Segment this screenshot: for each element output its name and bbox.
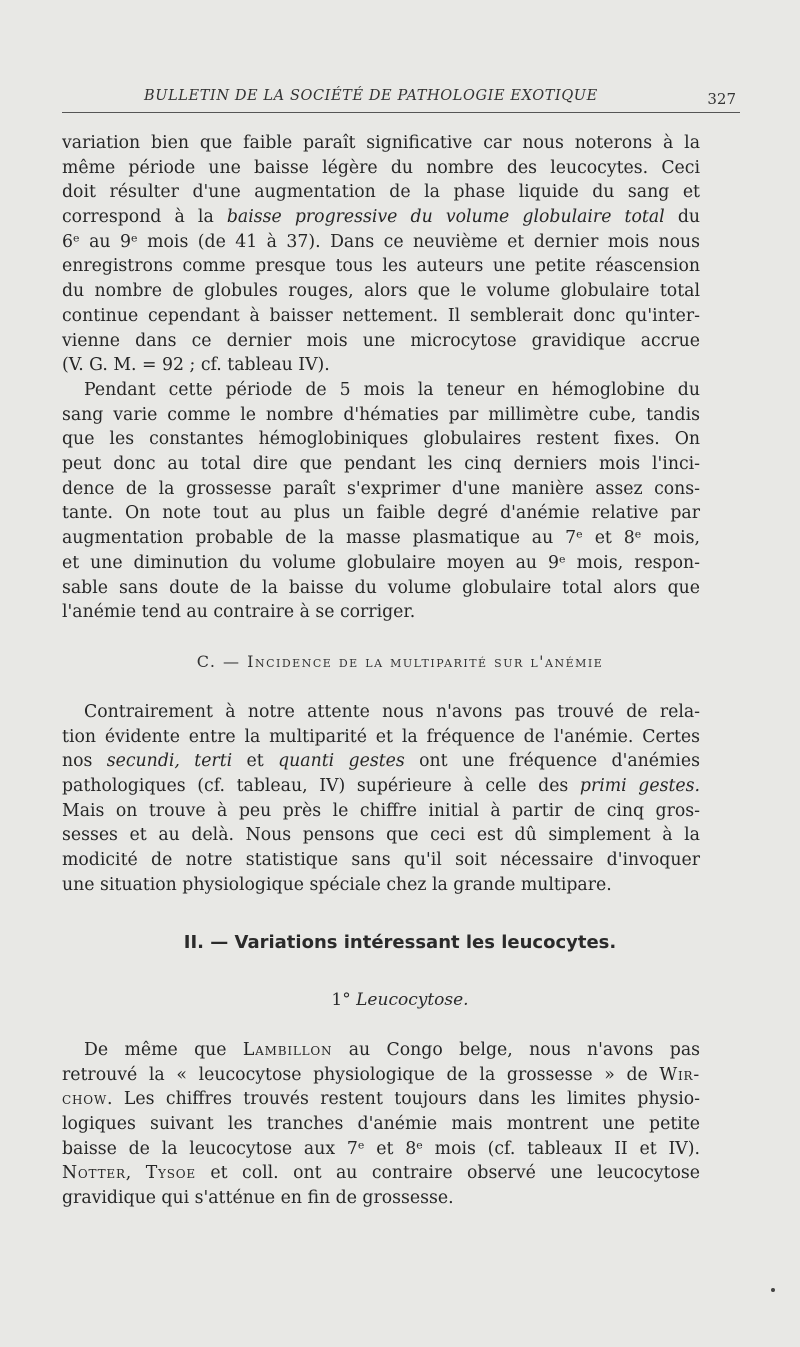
paragraph-4 (62, 1038, 700, 1211)
text-line: que les constantes hémoglobiniques globulaires restent fixes. On (62, 429, 700, 450)
text-line: sesses et au delà. Nous pensons que ceci est dû simplement à la (62, 825, 700, 846)
text-run: et (232, 751, 279, 772)
text-line: Mais on trouve à peu près le chiffre initial à partir de cinq gros- (62, 800, 700, 821)
text-line: doit résulter d'une augmentation de la phase liquide du sang et (62, 182, 700, 203)
ink-speck (771, 1288, 775, 1292)
text-line: 6ᵉ au 9ᵉ mois (de 41 à 37). Dans ce neuvième et dernier mois nous (62, 231, 700, 252)
text-run: pathologiques (cf. tableau, IV) supérieure à celle des (62, 776, 580, 797)
running-header (62, 86, 740, 113)
paragraph-1 (62, 131, 700, 378)
text-line: tion évidente entre la multiparité et la fréquence de l'anémie. Certes (62, 726, 700, 747)
emphasis-text: baisse progressive du volume globulaire total (226, 207, 665, 228)
text-line: enregistrons comme presque tous les auteurs une petite réascension (62, 256, 700, 277)
text-run: . Les chiffres trouvés restent toujours dans les limites physio- (107, 1089, 700, 1110)
text-run: correspond à la (62, 207, 227, 228)
text-line (62, 774, 700, 799)
text-line: gravidique qui s'atténue en fin de grossesse. (62, 1188, 454, 1209)
text-line: et une diminution du volume globulaire moyen au 9ᵉ mois, respon- (62, 552, 700, 573)
text-line (62, 1038, 700, 1063)
text-run: au Congo belge, nous n'avons pas (332, 1040, 700, 1060)
paragraph-3 (62, 700, 700, 898)
text-line: vienne dans ce dernier mois une microcytose gravidique accrue (62, 330, 700, 351)
text-line: Pendant cette période de 5 mois la teneur en hémoglobine du (84, 380, 700, 400)
subsection-heading (0, 990, 800, 1010)
section-heading-ii: II. — Variations intéressant les leucocytes. (183, 932, 617, 953)
text-line: dence de la grossesse paraît s'exprimer d'une manière assez cons- (62, 478, 700, 499)
text-line: sable sans doute de la baisse du volume globulaire total alors que (62, 577, 700, 598)
text-line: logiques suivant les tranches d'anémie mais montrent une petite (62, 1114, 700, 1135)
text-run: ont une fréquence d'anémies (404, 751, 700, 772)
paragraph-2 (62, 378, 700, 625)
emphasis-text: primi gestes. (579, 776, 700, 797)
text-line: peut donc au total dire que pendant les cinq derniers mois l'inci- (62, 454, 700, 475)
text-line: tante. On note tout au plus un faible degré d'anémie relative par (62, 503, 700, 524)
author-name: Wir- (659, 1064, 700, 1085)
text-run: du (664, 207, 701, 228)
text-line: baisse de la leucocytose aux 7ᵉ et 8ᵉ mois (cf. tableaux II et IV). (62, 1138, 700, 1159)
text-line (62, 1063, 700, 1088)
text-line: continue cependant à baisser nettement. Il semblerait donc qu'inter- (62, 305, 700, 326)
text-line: (V. G. M. = 92 ; cf. tableau IV). (62, 355, 330, 376)
text-line: même période une baisse légère du nombre des leucocytes. Ceci (62, 157, 700, 178)
author-name: Tysoe (145, 1163, 196, 1184)
text-line: sang varie comme le nombre d'hématies par millimètre cube, tandis (62, 404, 700, 425)
text-line (62, 205, 700, 230)
emphasis-text: secundi, terti (106, 751, 233, 772)
author-name: chow (62, 1089, 108, 1110)
text-run: De même que (84, 1040, 243, 1060)
text-line: du nombre de globules rouges, alors que le volume globulaire total (62, 281, 700, 302)
text-line: Contrairement à notre attente nous n'avons pas trouvé de rela- (84, 702, 700, 722)
author-name: Notter (62, 1163, 126, 1184)
page-number: 327 (707, 90, 736, 108)
text-run: , (125, 1163, 146, 1184)
text-line: modicité de notre statistique sans qu'il soit nécessaire d'invoquer (62, 850, 700, 871)
text-run: et coll. ont au contraire observé une leucocytose (196, 1163, 700, 1184)
text-line (62, 1161, 700, 1186)
subsection-number: 1° (331, 990, 351, 1010)
running-title: BULLETIN DE LA SOCIÉTÉ DE PATHOLOGIE EXOTIQUE (144, 88, 598, 104)
text-line: une situation physiologique spéciale chez la grande multipare. (62, 874, 612, 895)
text-line (62, 749, 700, 774)
author-name: Lambillon (242, 1040, 333, 1060)
text-line: augmentation probable de la masse plasmatique au 7ᵉ et 8ᵉ mois, (62, 528, 700, 549)
text-line: variation bien que faible paraît significative car nous noterons à la (62, 133, 700, 153)
text-run: nos (62, 751, 107, 772)
text-run: retrouvé la « leucocytose physiologique de la grossesse » de (62, 1064, 660, 1085)
emphasis-text: quanti gestes (278, 751, 405, 772)
text-line (62, 1087, 700, 1112)
text-line: l'anémie tend au contraire à se corriger. (62, 602, 416, 623)
section-heading-c: C. — Incidence de la multiparité sur l'anémie (196, 652, 604, 671)
subsection-title: Leucocytose. (356, 990, 469, 1010)
